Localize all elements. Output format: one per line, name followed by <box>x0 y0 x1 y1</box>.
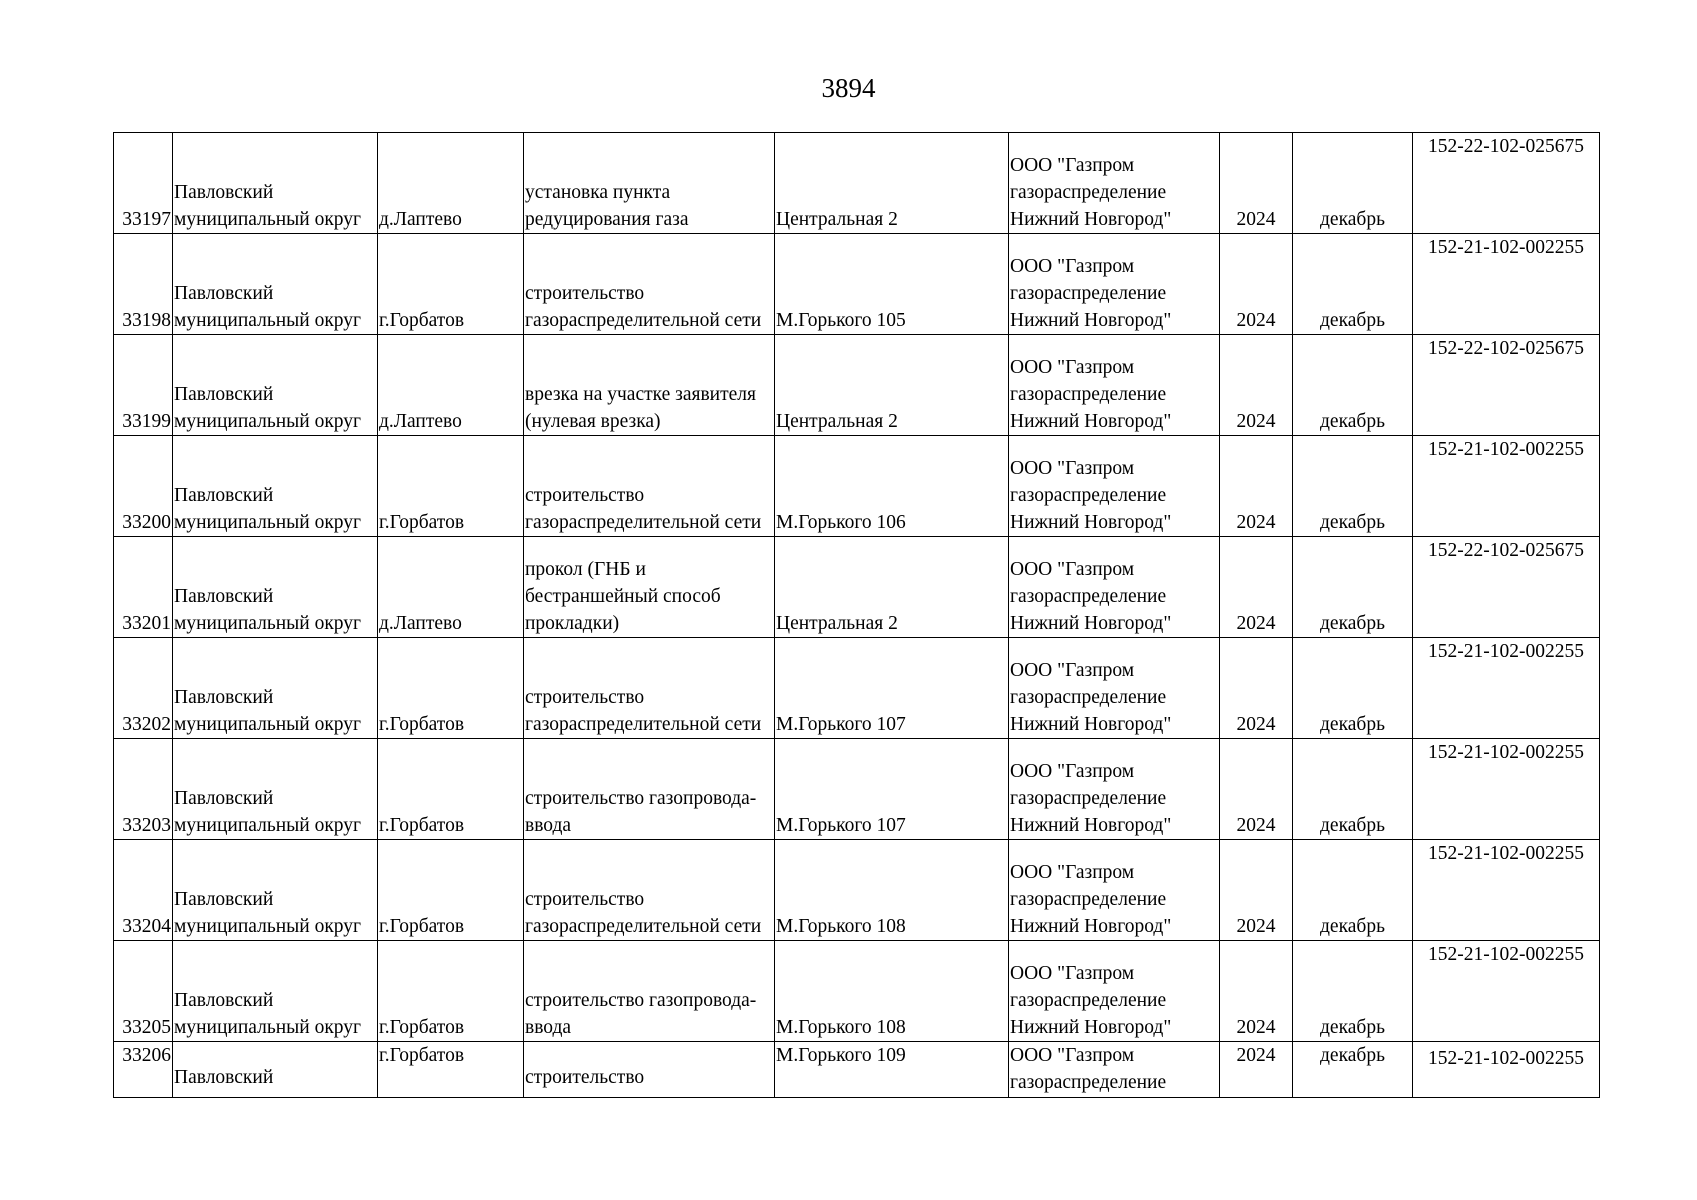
cell-address: М.Горького 109 <box>775 1042 1009 1098</box>
cell-organization <box>1009 537 1220 638</box>
cell-district <box>173 739 378 840</box>
cell-year: 2024 <box>1220 537 1293 638</box>
cell-code: 152-22-102-025675 <box>1413 537 1600 638</box>
cell-address: М.Горького 105 <box>775 234 1009 335</box>
cell-month: декабрь <box>1293 234 1413 335</box>
org-line: газораспределение <box>1010 384 1167 405</box>
district-line: Павловский <box>174 889 274 910</box>
district-line: муниципальный округ <box>174 916 362 937</box>
org-line: Нижний Новгород" <box>1010 209 1172 230</box>
cell-year: 2024 <box>1220 739 1293 840</box>
table-row <box>114 941 1600 1042</box>
table-row <box>114 133 1600 234</box>
org-line: Нижний Новгород" <box>1010 1017 1172 1038</box>
work-line: газораспределительной сети <box>525 714 762 735</box>
cell-work-type <box>524 638 775 739</box>
cell-number: 33202 <box>114 638 173 739</box>
cell-number: 33198 <box>114 234 173 335</box>
org-line: Нижний Новгород" <box>1010 411 1172 432</box>
work-line: ввода <box>525 815 572 836</box>
cell-organization <box>1009 840 1220 941</box>
cell-month: декабрь <box>1293 739 1413 840</box>
org-line: газораспределение <box>1010 485 1167 506</box>
org-line: Нижний Новгород" <box>1010 310 1172 331</box>
cell-locality: г.Горбатов <box>378 739 524 840</box>
district-line: муниципальный округ <box>174 613 362 634</box>
cell-locality: д.Лаптево <box>378 335 524 436</box>
district-line: Павловский <box>174 283 274 304</box>
cell-address: М.Горького 107 <box>775 638 1009 739</box>
org-line: ООО "Газпром <box>1010 357 1135 378</box>
district-line: Павловский <box>174 788 274 809</box>
district-line: Павловский <box>174 990 274 1011</box>
org-line: Нижний Новгород" <box>1010 714 1172 735</box>
cell-number: 33199 <box>114 335 173 436</box>
cell-number: 33203 <box>114 739 173 840</box>
cell-locality: д.Лаптево <box>378 133 524 234</box>
org-line: ООО "Газпром <box>1010 256 1135 277</box>
cell-work-type: строительство <box>524 1042 775 1098</box>
cell-work-type <box>524 739 775 840</box>
table-row <box>114 739 1600 840</box>
district-line: муниципальный округ <box>174 1017 362 1038</box>
district-line: Павловский <box>174 182 274 203</box>
cell-district <box>173 537 378 638</box>
org-line: газораспределение <box>1010 586 1167 607</box>
cell-district <box>173 133 378 234</box>
cell-month: декабрь <box>1293 638 1413 739</box>
cell-work-type <box>524 335 775 436</box>
cell-code: 152-21-102-002255 <box>1413 1042 1600 1098</box>
district-line: муниципальный округ <box>174 310 362 331</box>
cell-organization <box>1009 133 1220 234</box>
org-line: газораспределение <box>1010 889 1167 910</box>
cell-year: 2024 <box>1220 638 1293 739</box>
cell-work-type <box>524 234 775 335</box>
cell-code: 152-21-102-002255 <box>1413 739 1600 840</box>
cell-address: М.Горького 108 <box>775 941 1009 1042</box>
work-line: ввода <box>525 1017 572 1038</box>
cell-work-type <box>524 840 775 941</box>
cell-locality: г.Горбатов <box>378 436 524 537</box>
work-line: строительство <box>525 687 645 708</box>
cell-month: декабрь <box>1293 537 1413 638</box>
cell-number: 33205 <box>114 941 173 1042</box>
district-line: Павловский <box>174 384 274 405</box>
org-line: Нижний Новгород" <box>1010 916 1172 937</box>
work-line: строительство газопровода- <box>525 788 757 809</box>
cell-month: декабрь <box>1293 1042 1413 1098</box>
cell-work-type <box>524 436 775 537</box>
district-line: муниципальный округ <box>174 209 362 230</box>
cell-address: Центральная 2 <box>775 335 1009 436</box>
cell-locality: г.Горбатов <box>378 840 524 941</box>
cell-year: 2024 <box>1220 436 1293 537</box>
cell-organization <box>1009 234 1220 335</box>
cell-code: 152-22-102-025675 <box>1413 133 1600 234</box>
cell-organization <box>1009 941 1220 1042</box>
page-number: 3894 <box>821 73 876 103</box>
work-line: строительство <box>525 889 645 910</box>
table-row <box>114 638 1600 739</box>
cell-month: декабрь <box>1293 133 1413 234</box>
work-line: строительство газопровода- <box>525 990 757 1011</box>
district-line: муниципальный округ <box>174 512 362 533</box>
work-line: строительство <box>525 283 645 304</box>
cell-district: Павловский <box>173 1042 378 1098</box>
cell-address: М.Горького 107 <box>775 739 1009 840</box>
table-row <box>114 537 1600 638</box>
work-line: врезка на участке заявителя <box>525 384 756 405</box>
cell-district <box>173 840 378 941</box>
org-line: газораспределение <box>1010 182 1167 203</box>
work-line: прокладки) <box>525 613 620 634</box>
cell-year: 2024 <box>1220 1042 1293 1098</box>
cell-code: 152-21-102-002255 <box>1413 234 1600 335</box>
cell-organization <box>1009 739 1220 840</box>
org-line: ООО "Газпром <box>1010 155 1135 176</box>
table-row <box>114 335 1600 436</box>
work-line: установка пункта <box>525 182 671 203</box>
cell-locality: г.Горбатов <box>378 234 524 335</box>
cell-code: 152-21-102-002255 <box>1413 941 1600 1042</box>
work-line: (нулевая врезка) <box>525 411 661 432</box>
org-line: Нижний Новгород" <box>1010 512 1172 533</box>
registry-rows <box>114 133 1600 1098</box>
org-line: Нижний Новгород" <box>1010 815 1172 836</box>
cell-district <box>173 234 378 335</box>
table-row <box>114 436 1600 537</box>
org-line: газораспределение <box>1010 788 1167 809</box>
cell-year: 2024 <box>1220 840 1293 941</box>
cell-district <box>173 335 378 436</box>
cell-month: декабрь <box>1293 335 1413 436</box>
table-row <box>114 234 1600 335</box>
cell-year: 2024 <box>1220 941 1293 1042</box>
cell-address: М.Горького 106 <box>775 436 1009 537</box>
cell-code: 152-21-102-002255 <box>1413 840 1600 941</box>
work-line: прокол (ГНБ и <box>525 559 646 580</box>
cell-year: 2024 <box>1220 335 1293 436</box>
cell-locality: г.Горбатов <box>378 1042 524 1098</box>
cell-work-type <box>524 941 775 1042</box>
cell-code: 152-21-102-002255 <box>1413 436 1600 537</box>
work-line: газораспределительной сети <box>525 310 762 331</box>
org-line: ООО "Газпром <box>1010 862 1135 883</box>
cell-locality: д.Лаптево <box>378 537 524 638</box>
org-line: ООО "Газпром <box>1010 761 1135 782</box>
district-line: Павловский <box>174 687 274 708</box>
cell-district <box>173 941 378 1042</box>
cell-number: 33204 <box>114 840 173 941</box>
work-line: газораспределительной сети <box>525 916 762 937</box>
cell-month: декабрь <box>1293 840 1413 941</box>
table-row <box>114 840 1600 941</box>
cell-month: декабрь <box>1293 941 1413 1042</box>
cell-year: 2024 <box>1220 234 1293 335</box>
org-line: ООО "Газпром <box>1010 963 1135 984</box>
work-line: бестраншейный способ <box>525 586 721 607</box>
work-line: газораспределительной сети <box>525 512 762 533</box>
cell-code: 152-22-102-025675 <box>1413 335 1600 436</box>
work-line: строительство <box>525 485 645 506</box>
district-line: муниципальный округ <box>174 815 362 836</box>
table-row-partial <box>114 1042 1600 1098</box>
cell-number: 33201 <box>114 537 173 638</box>
cell-locality: г.Горбатов <box>378 941 524 1042</box>
org-line: газораспределение <box>1010 283 1167 304</box>
org-line: газораспределение <box>1010 990 1167 1011</box>
org-line: ООО "Газпром <box>1010 660 1135 681</box>
cell-number: 33206 <box>114 1042 173 1098</box>
cell-organization <box>1009 638 1220 739</box>
org-line: ООО "Газпром <box>1010 458 1135 479</box>
district-line: муниципальный округ <box>174 411 362 432</box>
cell-number: 33197 <box>114 133 173 234</box>
cell-district <box>173 436 378 537</box>
work-line: редуцирования газа <box>525 209 689 230</box>
cell-month: декабрь <box>1293 436 1413 537</box>
district-line: муниципальный округ <box>174 714 362 735</box>
district-line: Павловский <box>174 485 274 506</box>
cell-work-type <box>524 537 775 638</box>
cell-address: Центральная 2 <box>775 133 1009 234</box>
cell-address: М.Горького 108 <box>775 840 1009 941</box>
cell-organization: ООО "Газпром газораспределение <box>1009 1042 1220 1098</box>
district-line: Павловский <box>174 586 274 607</box>
cell-address: Центральная 2 <box>775 537 1009 638</box>
cell-work-type <box>524 133 775 234</box>
cell-number: 33200 <box>114 436 173 537</box>
org-line: Нижний Новгород" <box>1010 613 1172 634</box>
cell-organization <box>1009 436 1220 537</box>
org-line: ООО "Газпром <box>1010 559 1135 580</box>
cell-organization <box>1009 335 1220 436</box>
cell-locality: г.Горбатов <box>378 638 524 739</box>
cell-district <box>173 638 378 739</box>
registry-table <box>113 132 1600 1098</box>
cell-code: 152-21-102-002255 <box>1413 638 1600 739</box>
org-line: газораспределение <box>1010 687 1167 708</box>
cell-year: 2024 <box>1220 133 1293 234</box>
